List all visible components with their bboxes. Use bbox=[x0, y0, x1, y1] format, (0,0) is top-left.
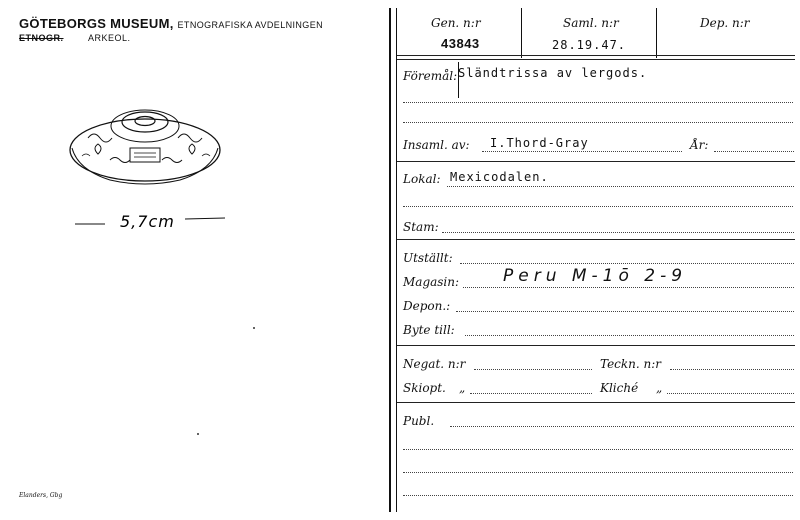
skiopt-ditto: „ bbox=[459, 381, 466, 395]
ar-line bbox=[714, 151, 794, 152]
kliche-line bbox=[667, 393, 794, 394]
dep-nr-label: Dep. n:r bbox=[700, 16, 750, 30]
byte-line bbox=[465, 335, 794, 336]
byte-label: Byte till: bbox=[403, 323, 455, 337]
insaml-label: Insaml. av: bbox=[403, 138, 470, 152]
depon-line bbox=[456, 311, 794, 312]
stray-dot bbox=[253, 327, 255, 329]
stam-line bbox=[442, 232, 794, 233]
saml-nr-label: Saml. n:r bbox=[563, 16, 619, 30]
foremal-line-3 bbox=[403, 122, 793, 123]
publ-line-2 bbox=[403, 449, 793, 450]
section-rule bbox=[397, 239, 795, 240]
header-divider-2 bbox=[656, 8, 657, 58]
foremal-value: Sländtrissa av lergods. bbox=[458, 66, 648, 80]
teckn-label: Teckn. n:r bbox=[600, 357, 662, 371]
kliche-ditto: „ bbox=[656, 381, 663, 395]
museum-heading bbox=[19, 16, 323, 31]
skiopt-line bbox=[470, 393, 592, 394]
measurement-text: 5,7cm bbox=[120, 212, 175, 231]
publ-line-4 bbox=[403, 495, 793, 496]
negat-line bbox=[474, 369, 592, 370]
saml-nr-value: 28.19.47. bbox=[552, 38, 627, 52]
header-divider-1 bbox=[521, 8, 522, 58]
teckn-line bbox=[670, 369, 794, 370]
publ-line bbox=[450, 426, 794, 427]
measurement-line bbox=[75, 205, 225, 235]
ar-label: År: bbox=[690, 138, 709, 152]
skiopt-label: Skiopt. bbox=[403, 381, 446, 395]
gen-nr-label: Gen. n:r bbox=[431, 16, 481, 30]
lokal-value: Mexicodalen. bbox=[450, 170, 549, 184]
lokal-line bbox=[447, 186, 794, 187]
museum-name: GÖTEBORGS MUSEUM, bbox=[19, 16, 174, 31]
negat-label: Negat. n:r bbox=[403, 357, 466, 371]
card-left-border bbox=[389, 8, 391, 512]
header-bottom-rule bbox=[397, 55, 795, 56]
header-bottom-rule bbox=[397, 59, 795, 60]
foremal-line-2 bbox=[403, 102, 793, 103]
publ-line-3 bbox=[403, 472, 793, 473]
stray-dot bbox=[197, 433, 199, 435]
magasin-line bbox=[463, 287, 794, 288]
printer-mark: Elanders, Gbg bbox=[19, 492, 63, 499]
card-inner-border bbox=[396, 8, 397, 512]
utstallt-label: Utställt: bbox=[403, 251, 453, 265]
section-code: ARKEOL. bbox=[88, 33, 131, 43]
lokal-label: Lokal: bbox=[403, 172, 441, 186]
kliche-label: Kliché bbox=[600, 381, 639, 395]
insaml-value: I.Thord-Gray bbox=[490, 136, 589, 150]
insaml-line bbox=[482, 151, 682, 152]
department-name: ETNOGRAFISKA AVDELNINGEN bbox=[177, 20, 323, 30]
department-codes bbox=[19, 33, 131, 43]
foremal-label: Föremål: bbox=[403, 69, 458, 83]
section-rule bbox=[397, 345, 795, 346]
magasin-label: Magasin: bbox=[403, 275, 460, 289]
section-rule bbox=[397, 402, 795, 403]
utstallt-line bbox=[460, 263, 794, 264]
stam-label: Stam: bbox=[403, 220, 439, 234]
depon-label: Depon.: bbox=[403, 299, 451, 313]
lokal-line-2 bbox=[403, 206, 793, 207]
spindle-whorl-sketch bbox=[60, 100, 230, 190]
struck-code: ETNOGR. bbox=[19, 33, 64, 43]
publ-label: Publ. bbox=[403, 414, 435, 428]
magasin-value: Peru M-1ō 2-9 bbox=[503, 266, 688, 286]
section-rule bbox=[397, 161, 795, 162]
gen-nr-value: 43843 bbox=[441, 36, 480, 51]
